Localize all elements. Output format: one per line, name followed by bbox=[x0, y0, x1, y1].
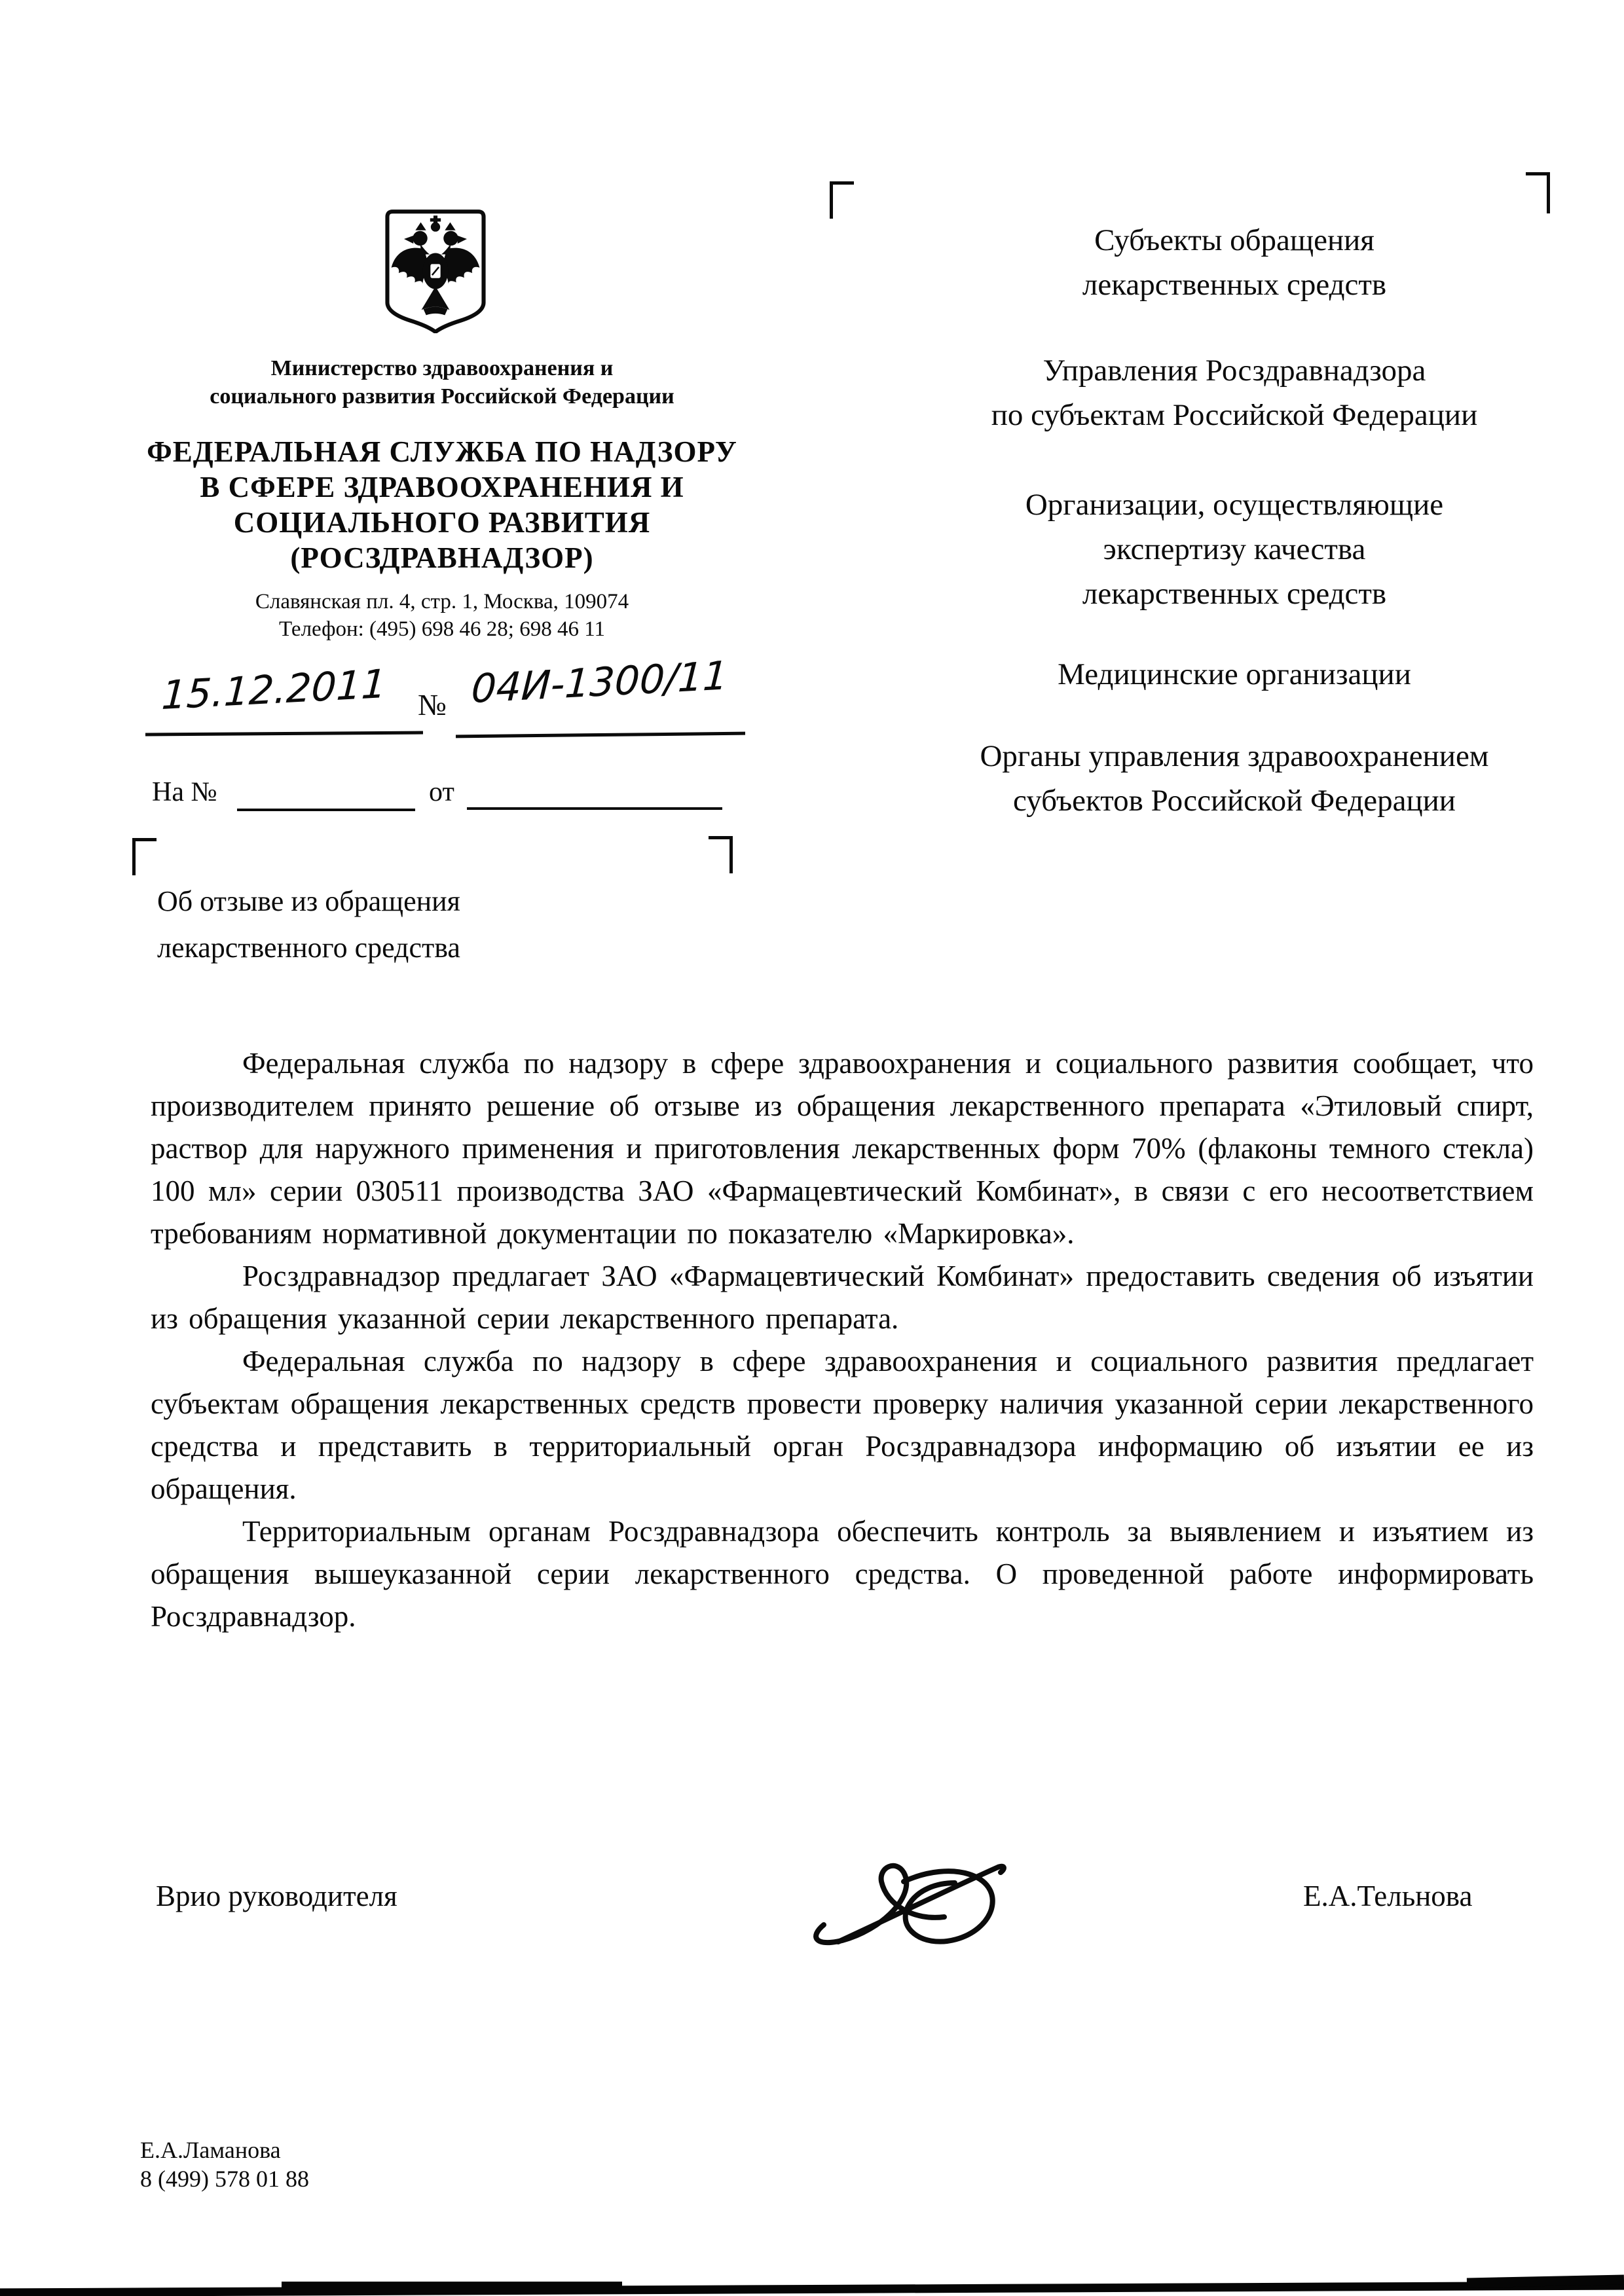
service-address: Славянская пл. 4, стр. 1, Москва, 109074 bbox=[255, 590, 629, 613]
recipient-line: по субъектам Российской Федерации bbox=[991, 398, 1478, 432]
handwritten-date: 15.12.2011 bbox=[160, 661, 388, 719]
ministry-name bbox=[88, 354, 796, 410]
from-label: от bbox=[429, 777, 454, 807]
service-phone: Телефон: (495) 698 46 28; 698 46 11 bbox=[279, 617, 605, 641]
number-sign: № bbox=[418, 688, 447, 721]
fill-in-line bbox=[456, 732, 745, 738]
letter-body bbox=[151, 1042, 1534, 1638]
recipient-line: экспертизу качества bbox=[1103, 532, 1366, 566]
recipient-line: Организации, осуществляющие bbox=[1025, 488, 1444, 522]
crop-mark-icon bbox=[830, 181, 854, 219]
recipient-block bbox=[864, 483, 1604, 616]
russia-coat-of-arms-icon bbox=[382, 206, 489, 333]
fill-in-line bbox=[237, 809, 415, 811]
service-line: ФЕДЕРАЛЬНАЯ СЛУЖБА ПО НАДЗОРУ bbox=[147, 435, 737, 468]
recipient-line: Субъекты обращения bbox=[1094, 223, 1375, 257]
body-paragraph: Территориальным органам Росздравнадзора обеспечить контроль за выявлением и изъятием из обращения вышеуказанной серии лекарственного средства. О проведенной работе информировать Росздравнадзор. bbox=[151, 1515, 1534, 1633]
body-paragraph: Федеральная служба по надзору в сфере здравоохранения и социального развития сообщает, что производителем принято решение об отзыве из обращения лекарственного препарата «Этиловый спирт, раствор для наружного применения и приготовления лекарственных форм 70% (флаконы темного стекла) 100 мл» серии 030511 производства ЗАО «Фармацевтический Комбинат», в связи с его несоответствием требованиям нормативной документации по показателю «Маркировка». bbox=[151, 1047, 1534, 1250]
recipient-line: лекарственных средств bbox=[1082, 268, 1387, 302]
fill-in-line bbox=[145, 731, 423, 737]
recipient-block bbox=[864, 218, 1604, 307]
handwritten-number: 04И-1300/11 bbox=[470, 653, 729, 712]
service-line: СОЦИАЛЬНОГО РАЗВИТИЯ bbox=[233, 506, 651, 539]
executor-name: Е.А.Ламанова bbox=[140, 2137, 281, 2163]
ministry-line: социального развития Российской Федерации bbox=[210, 384, 674, 409]
body-paragraph: Федеральная служба по надзору в сфере здравоохранения и социального развития предлагает субъектам обращения лекарственных средств провести проверку наличия указанной серии лекарственного средства и представить в территориальный орган Росздравнадзора информацию об изъятии ее из обращения. bbox=[151, 1345, 1534, 1505]
crop-mark-icon bbox=[709, 836, 733, 873]
body-paragraph: Росздравнадзор предлагает ЗАО «Фармацевтический Комбинат» предоставить сведения об изъятии из обращения указанной серии лекарственного препарата. bbox=[151, 1260, 1534, 1335]
recipient-block bbox=[864, 348, 1604, 437]
ministry-line: Министерство здравоохранения и bbox=[270, 356, 614, 380]
recipient-block bbox=[864, 652, 1604, 697]
fill-in-line bbox=[467, 807, 722, 810]
recipient-line: Управления Росздравнадзора bbox=[1043, 354, 1426, 388]
crop-mark-icon bbox=[132, 838, 157, 875]
scan-artifact-bar bbox=[282, 2282, 622, 2287]
service-name bbox=[88, 434, 796, 575]
letter-subject bbox=[157, 878, 460, 971]
subject-line: Об отзыве из обращения bbox=[157, 885, 460, 917]
subject-line: лекарственного средства bbox=[157, 932, 460, 964]
recipient-line: Медицинские организации bbox=[1058, 657, 1411, 691]
recipient-line: лекарственных средств bbox=[1082, 577, 1387, 611]
executor-phone: 8 (499) 578 01 88 bbox=[140, 2166, 309, 2192]
on-number-label: На № bbox=[152, 777, 217, 807]
recipient-line: субъектов Российской Федерации bbox=[1013, 784, 1456, 818]
crop-mark-icon bbox=[1526, 172, 1550, 213]
service-line: В СФЕРЕ ЗДРАВООХРАНЕНИЯ И bbox=[200, 471, 684, 503]
recipient-block bbox=[864, 734, 1604, 823]
handwritten-signature-icon bbox=[804, 1841, 1020, 1959]
service-line: (РОСЗДРАВНАДЗОР) bbox=[290, 541, 594, 574]
scan-artifact-bar bbox=[0, 2282, 1624, 2296]
signer-name: Е.А.Тельнова bbox=[1303, 1880, 1473, 1912]
signer-position: Врио руководителя bbox=[156, 1880, 397, 1912]
recipient-line: Органы управления здравоохранением bbox=[980, 739, 1489, 773]
